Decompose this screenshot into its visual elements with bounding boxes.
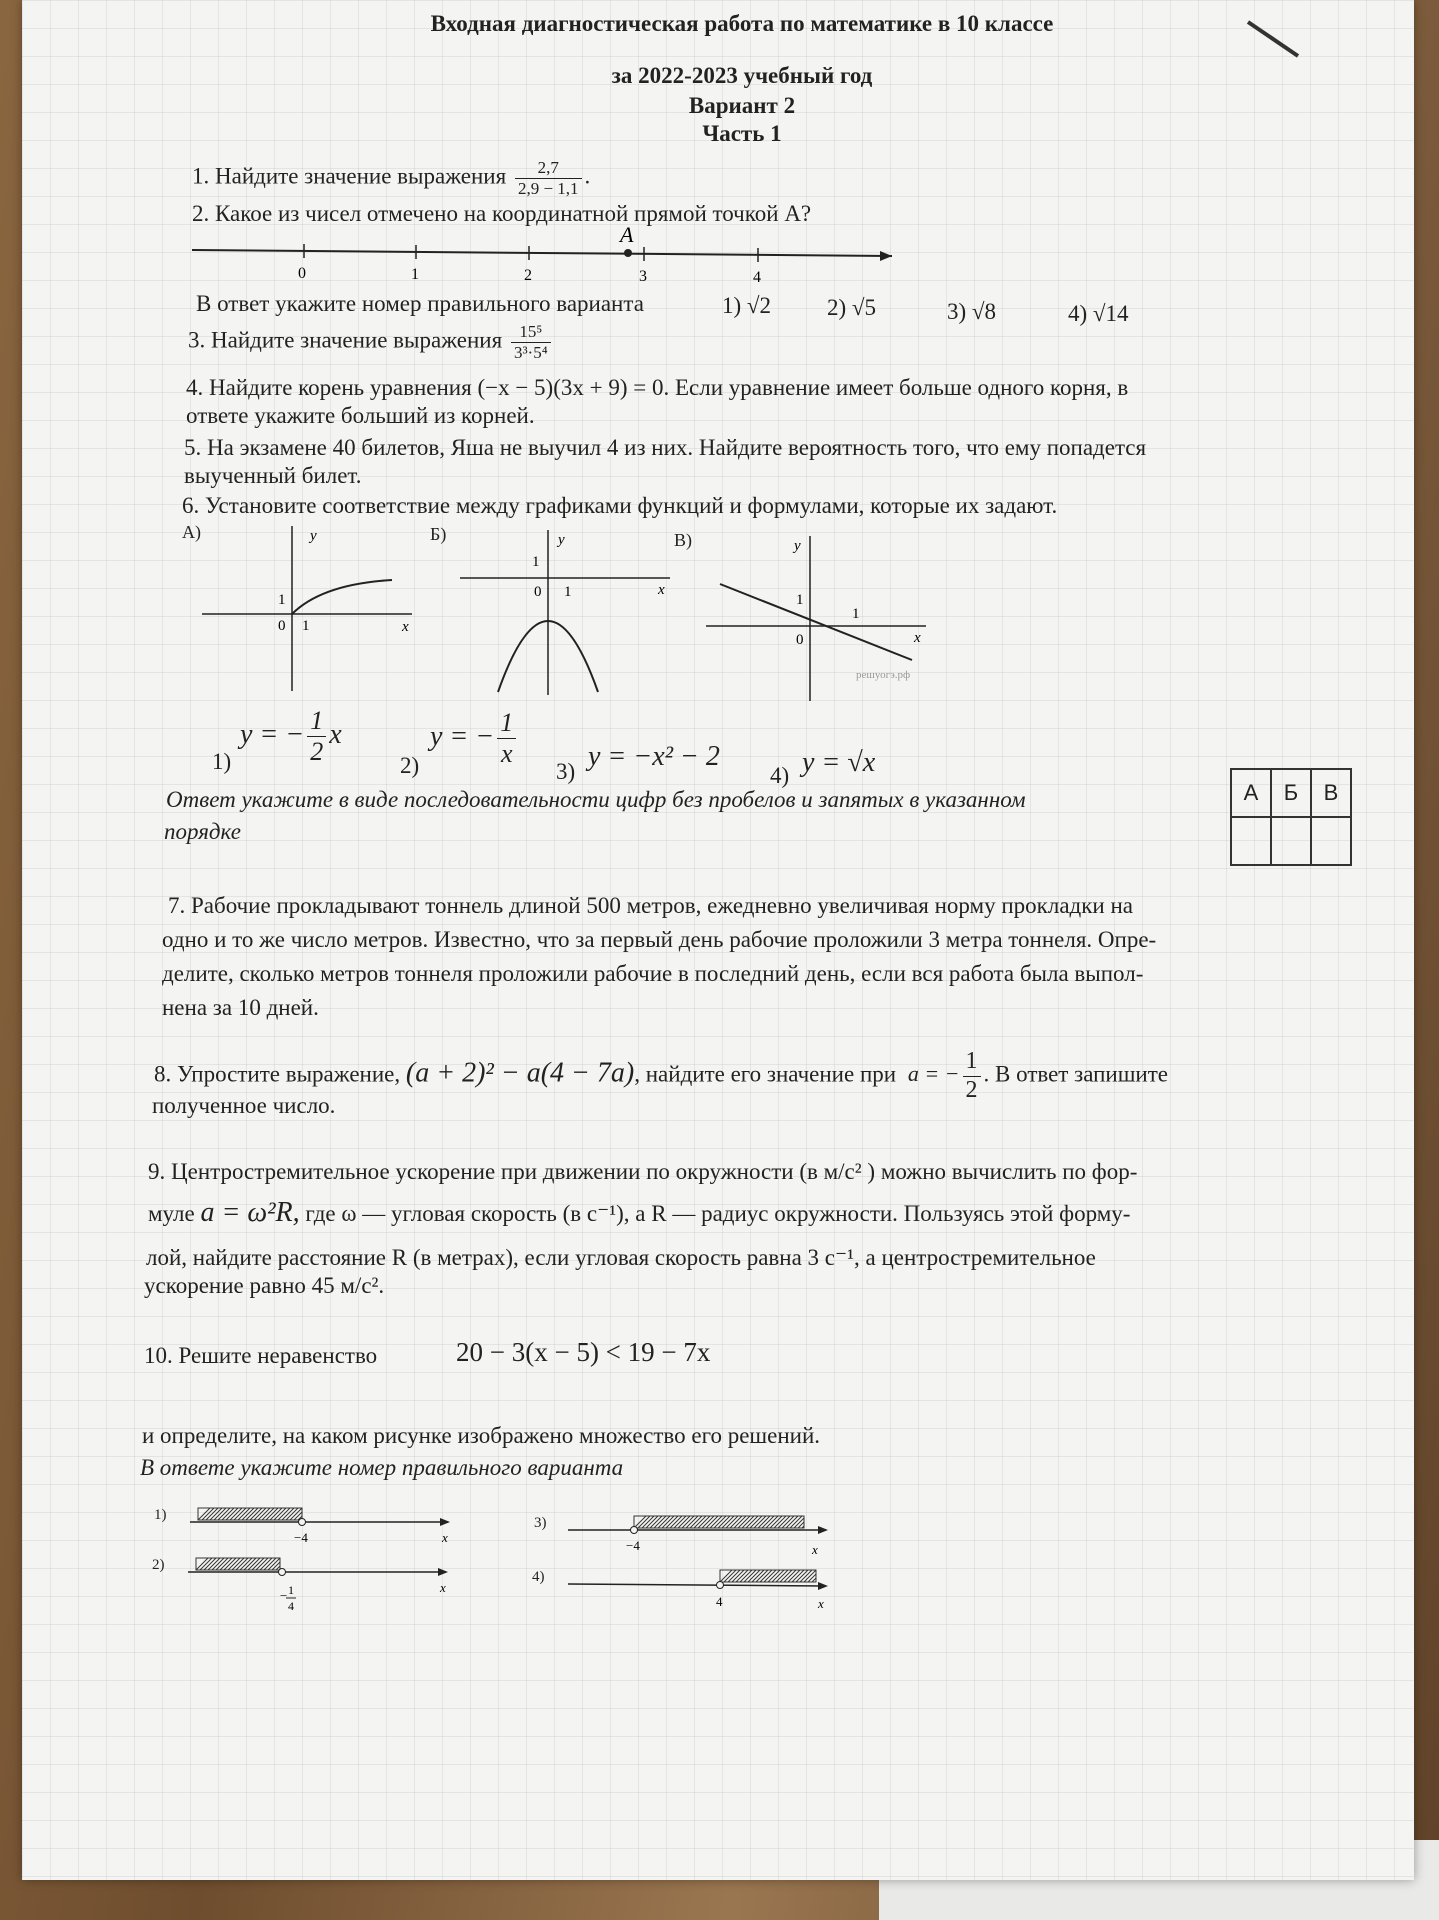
answer-header-b: Б: [1271, 769, 1311, 817]
formula-3-label: 3): [556, 759, 576, 784]
question-3: [188, 322, 554, 362]
origin-label: 0: [278, 618, 286, 634]
tick-label-denominator: 4: [288, 1599, 294, 1613]
answer-cell-c[interactable]: [1311, 817, 1351, 865]
fraction-denominator: 3³·5⁴: [513, 342, 548, 362]
origin-label: 0: [534, 584, 542, 600]
axis-arrow: [818, 1582, 828, 1590]
tick-label: −4: [294, 1530, 308, 1545]
question-9-line-2-end: где ω — угловая скорость (в с⁻¹), а R — радиус окружности. Пользуясь этой форму-: [305, 1201, 1131, 1226]
answer-header-a: А: [1231, 769, 1271, 817]
q10-option-2-label: 2): [152, 1557, 165, 1573]
q10-option-3-label: 3): [534, 1515, 547, 1531]
question-1-fraction: [515, 158, 582, 198]
formula-1: [240, 706, 342, 767]
y-tick-label: 1: [278, 592, 286, 608]
question-8-a-fraction: [963, 1048, 981, 1104]
question-3-fraction: [511, 322, 551, 362]
answer-table: [1230, 768, 1352, 866]
axis-arrow: [880, 251, 892, 261]
open-point: [717, 1582, 724, 1589]
q10-option-4-figure: [568, 1566, 848, 1616]
question-4-line-2: ответе укажите больший из корней.: [186, 403, 535, 428]
shaded-ray: [198, 1508, 302, 1520]
answer-table-input-row: [1231, 817, 1351, 865]
question-4-line-1: 4. Найдите корень уравнения (−x − 5)(3x + 9) = 0. Если уравнение имеет больше одного корня, в: [186, 375, 1129, 400]
question-1: [192, 158, 590, 198]
tick-label: 2: [524, 267, 532, 284]
graph-c-label: В): [674, 530, 692, 550]
tick-label: 4: [753, 269, 761, 286]
y-axis-label: y: [558, 532, 565, 548]
open-point: [631, 1527, 638, 1534]
formula-2-label: 2): [400, 753, 420, 778]
graph-a-label: А): [182, 522, 201, 542]
q10-option-3-figure: [568, 1510, 848, 1560]
header-title: Входная диагностическая работа по математике в 10 классе: [430, 11, 1054, 36]
fraction-numerator: 15⁵: [511, 322, 551, 343]
graph-c: [706, 536, 946, 706]
worksheet-page: [22, 0, 1414, 1880]
hatch-line: [808, 1574, 816, 1582]
fraction-numerator: 1: [307, 706, 326, 737]
question-2-option-1: 1) √2: [722, 293, 772, 318]
tick-label: 1: [411, 266, 419, 283]
question-6-answer-line-2: порядке: [164, 819, 241, 844]
tick-label: 0: [298, 265, 306, 282]
tick-label: −4: [626, 1538, 640, 1553]
question-5-line-2: выученный билет.: [184, 463, 362, 488]
q10-option-1-label: 1): [154, 1507, 167, 1523]
x-tick-label: 1: [852, 606, 860, 622]
open-point: [279, 1569, 286, 1576]
fraction-denominator: 2,9 − 1,1: [517, 178, 579, 198]
watermark: решуогэ.рф: [856, 669, 911, 681]
q10-option-2-figure: [188, 1552, 468, 1632]
formula-4-label: 4): [770, 763, 790, 788]
question-9-line-1: 9. Центростремительное ускорение при движении по окружности (в м/с² ) можно вычислить по фор-: [148, 1159, 1138, 1184]
origin-label: 0: [796, 632, 804, 648]
question-10-text: 10. Решите неравенство: [144, 1343, 378, 1368]
question-9-formula: a = ω²R,: [200, 1197, 300, 1228]
x-tick-label: 1: [564, 584, 572, 600]
question-8-start: 8. Упростите выражение,: [154, 1061, 401, 1087]
x-tick-label: 1: [302, 618, 310, 634]
question-8-expression: (a + 2)² − a(4 − 7a): [405, 1057, 635, 1089]
x-axis-label: x: [442, 1530, 448, 1545]
formula-1-text: y = −: [240, 718, 305, 750]
graph-b-label: Б): [430, 524, 447, 544]
number-line-axis: [192, 250, 892, 256]
question-2-text: 2. Какое из чисел отмечено на координатной прямой точкой А?: [192, 201, 812, 226]
formula-2-text: y = −: [430, 720, 495, 752]
number-line-figure: [192, 222, 912, 288]
open-point: [299, 1519, 306, 1526]
question-2-option-3: 3) √8: [947, 299, 997, 324]
question-6-text: 6. Установите соответствие между графиками функций и формулами, которые их задают.: [182, 493, 1058, 518]
x-axis-label: x: [402, 619, 409, 635]
tick-label-sign: −: [280, 1588, 288, 1603]
formula-2-fraction: [497, 708, 516, 769]
question-9-line-3: лой, найдите расстояние R (в метрах), если угловая скорость равна 3 с⁻¹, а центростремительное: [146, 1245, 1096, 1270]
tick-label: 4: [716, 1594, 723, 1609]
axis-arrow: [818, 1526, 828, 1534]
number-line: [568, 1584, 824, 1586]
x-axis-label: x: [440, 1580, 446, 1595]
question-8-a-value: a = −: [907, 1061, 960, 1087]
fraction-denominator: 2: [965, 1076, 978, 1103]
question-2-option-4: 4) √14: [1068, 301, 1129, 326]
fraction-numerator: 1: [963, 1048, 981, 1077]
graph-a: [202, 526, 432, 696]
fraction-numerator: 2,7: [515, 158, 582, 179]
x-axis-label: x: [818, 1596, 824, 1611]
fraction-denominator: 2: [310, 736, 324, 766]
point-a: [624, 249, 632, 257]
pen-stroke: [1248, 22, 1298, 56]
formula-4: y = √x: [802, 747, 876, 778]
header-year: за 2022-2023 учебный год: [611, 63, 873, 88]
x-axis-label: x: [914, 630, 921, 646]
q10-option-1-figure: [190, 1502, 470, 1552]
formula-1-label: 1): [212, 749, 232, 774]
question-2-option-2: 2) √5: [827, 295, 877, 320]
question-1-text: 1. Найдите значение выражения: [192, 163, 507, 189]
formula-2: [430, 708, 519, 769]
question-7-line-3: делите, сколько метров тоннеля проложили рабочие в последний день, если вся работа была выпол-: [162, 961, 1144, 986]
formula-3: y = −x² − 2: [588, 741, 720, 772]
linear-graph: [720, 584, 912, 660]
graph-b: [460, 530, 690, 700]
fraction-numerator: 1: [497, 708, 516, 739]
y-axis-label: y: [794, 538, 801, 554]
x-axis-label: x: [812, 1542, 818, 1557]
header-variant: Вариант 2: [688, 93, 796, 118]
question-5-line-1: 5. На экзамене 40 билетов, Яша не выучил 4 из них. Найдите вероятность того, что ему попадется: [184, 435, 1147, 460]
point-a-label: A: [620, 222, 634, 247]
question-3-text: 3. Найдите значение выражения: [188, 327, 503, 353]
question-8-end: . В ответ запишите: [983, 1061, 1168, 1087]
y-tick-label: 1: [532, 554, 540, 570]
axis-arrow: [440, 1518, 450, 1526]
question-8-middle: , найдите его значение при: [634, 1061, 897, 1087]
question-10-line-3: В ответе укажите номер правильного варианта: [140, 1455, 624, 1480]
formula-1-fraction: [307, 706, 326, 767]
question-9-line-4: ускорение равно 45 м/с².: [144, 1273, 385, 1298]
question-10-inequality: 20 − 3(x − 5) < 19 − 7x: [456, 1337, 711, 1367]
question-10-line-2: и определите, на каком рисунке изображено множество его решений.: [142, 1423, 821, 1448]
question-8-line-2: полученное число.: [152, 1093, 336, 1118]
question-2-prompt: В ответ укажите номер правильного варианта: [196, 291, 644, 316]
hatch-line: [272, 1562, 280, 1570]
question-9-line-2: [148, 1196, 1130, 1230]
hatch-line: [812, 1578, 816, 1582]
answer-cell-b[interactable]: [1271, 817, 1311, 865]
formula-1-end: x: [329, 718, 342, 750]
answer-table-header-row: [1231, 769, 1351, 817]
fraction-denominator: x: [500, 738, 513, 768]
question-6-answer-line-1: Ответ укажите в виде последовательности цифр без пробелов и запятых в указанном: [166, 787, 1026, 812]
question-7-line-2: одно и то же число метров. Известно, что за первый день рабочие проложили 3 метра тоннеля. Опре-: [162, 927, 1157, 952]
question-9-start: муле: [148, 1201, 195, 1226]
question-7-line-1: 7. Рабочие прокладывают тоннель длиной 500 метров, ежедневно увеличивая норму прокладки на: [168, 893, 1133, 918]
sqrt-curve: [292, 580, 392, 614]
tick-label: 3: [639, 268, 647, 285]
x-axis-label: x: [658, 582, 665, 598]
period: .: [584, 163, 591, 189]
q10-option-4-label: 4): [532, 1569, 545, 1585]
y-axis-label: y: [310, 528, 317, 544]
pen-mark: [1244, 18, 1304, 68]
answer-cell-a[interactable]: [1231, 817, 1271, 865]
answer-header-c: В: [1311, 769, 1351, 817]
y-tick-label: 1: [796, 592, 804, 608]
header-part: Часть 1: [702, 121, 782, 146]
tick-label-numerator: 1: [288, 1583, 294, 1597]
question-7-line-4: нена за 10 дней.: [162, 995, 319, 1020]
axis-arrow: [438, 1568, 448, 1576]
